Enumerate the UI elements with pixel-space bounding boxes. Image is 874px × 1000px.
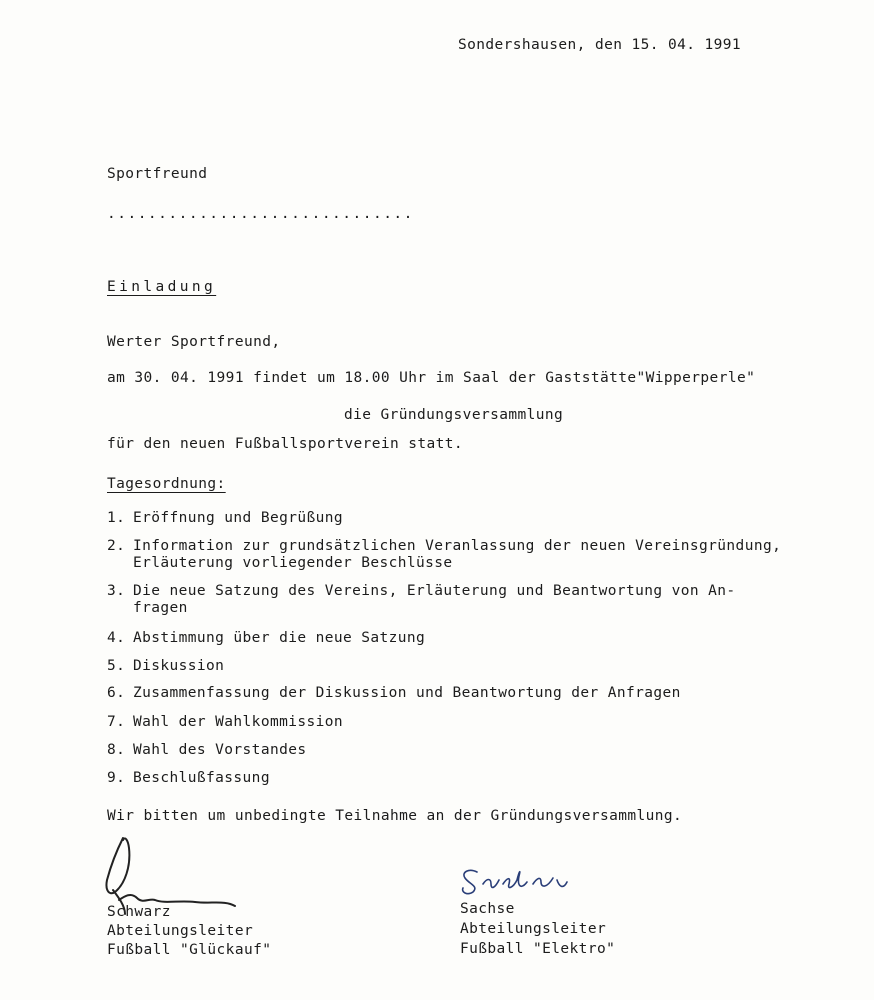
signatory-right-club: Fußball "Elektro" xyxy=(460,941,616,957)
recipient-blank: .............................. xyxy=(107,206,414,222)
recipient-label: Sportfreund xyxy=(107,166,208,182)
agenda-item-text: Zusammenfassung der Diskussion und Beantwortung der Anfragen xyxy=(133,685,681,701)
body-line-3: für den neuen Fußballsportverein statt. xyxy=(107,436,464,452)
agenda-heading: Tagesordnung: xyxy=(107,476,226,492)
agenda-item xyxy=(107,770,270,787)
body-line-1: am 30. 04. 1991 findet um 18.00 Uhr im Saal der Gaststätte"Wipperperle" xyxy=(107,370,756,386)
agenda-item-text: Abstimmung über die neue Satzung xyxy=(133,630,426,646)
agenda-item xyxy=(107,714,343,731)
letter-title: Einladung xyxy=(107,279,217,295)
agenda-item xyxy=(107,658,224,675)
agenda-item-text: Die neue Satzung des Vereins, Erläuterung und Beantwortung von An- fragen xyxy=(133,583,736,616)
agenda-item xyxy=(107,742,306,759)
signatory-left-name: Schwarz xyxy=(107,904,171,920)
agenda-item-number: 3. xyxy=(107,583,126,599)
agenda-item xyxy=(107,510,343,527)
agenda-item-text: Eröffnung und Begrüßung xyxy=(133,510,343,526)
signature-right xyxy=(455,862,575,902)
agenda-item-text: Beschlußfassung xyxy=(133,770,270,786)
signatory-right-name: Sachse xyxy=(460,901,515,917)
agenda-item-number: 9. xyxy=(107,770,126,786)
closing-line: Wir bitten um unbedingte Teilnahme an der Gründungsversammlung. xyxy=(107,808,683,824)
agenda-item xyxy=(107,538,781,572)
agenda-item-text: Information zur grundsätzlichen Veranlassung der neuen Vereinsgründung, Erläuterung vorliegender Beschlüsse xyxy=(133,538,782,571)
agenda-item-text: Wahl der Wahlkommission xyxy=(133,714,343,730)
agenda-item xyxy=(107,685,681,702)
agenda-item-number: 8. xyxy=(107,742,126,758)
body-line-2: die Gründungsversammlung xyxy=(344,407,564,423)
agenda-item-number: 2. xyxy=(107,538,126,554)
agenda-item-text: Wahl des Vorstandes xyxy=(133,742,307,758)
agenda-item-number: 6. xyxy=(107,685,126,701)
signatory-right-role: Abteilungsleiter xyxy=(460,921,607,937)
salutation: Werter Sportfreund, xyxy=(107,334,281,350)
date-line: Sondershausen, den 15. 04. 1991 xyxy=(458,37,742,53)
agenda-item-number: 1. xyxy=(107,510,126,526)
agenda-item-number: 7. xyxy=(107,714,126,730)
agenda-item xyxy=(107,583,736,617)
agenda-item-text: Diskussion xyxy=(133,658,225,674)
signatory-left-role: Abteilungsleiter xyxy=(107,923,254,939)
signatory-left-club: Fußball "Glückauf" xyxy=(107,942,272,958)
agenda-item-number: 4. xyxy=(107,630,126,646)
signature-right-stroke xyxy=(463,870,567,893)
agenda-item xyxy=(107,630,425,647)
agenda-item-number: 5. xyxy=(107,658,126,674)
